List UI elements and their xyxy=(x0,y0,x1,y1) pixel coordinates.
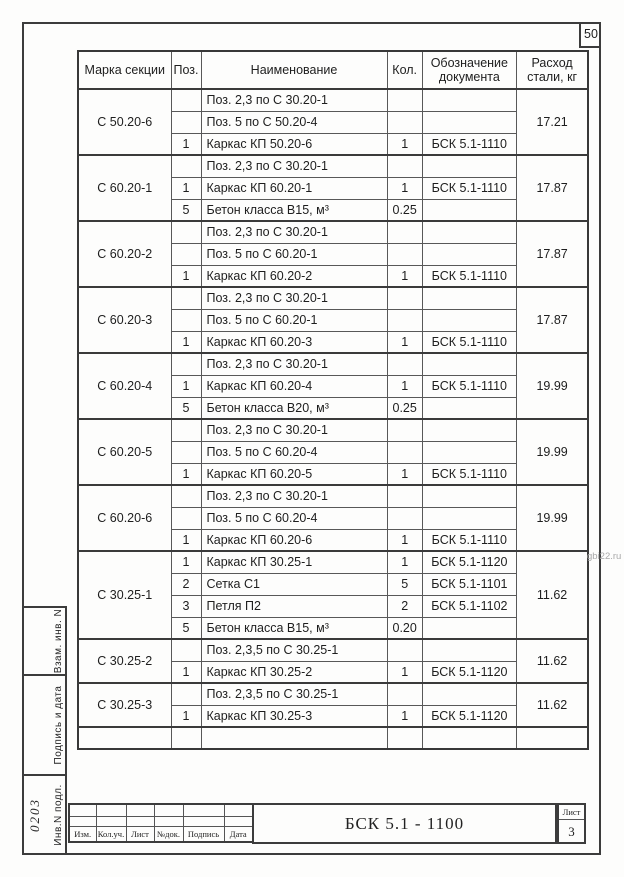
header-pos: Поз. xyxy=(171,51,201,89)
item-name-cell: Поз. 2,3 по С 30.20-1 xyxy=(201,221,387,243)
section-mark-cell: С 30.25-3 xyxy=(78,683,171,727)
quantity-cell: 1 xyxy=(387,331,422,353)
position-cell xyxy=(171,485,201,507)
document-ref-cell: БСК 5.1-1110 xyxy=(422,177,516,199)
document-ref-cell xyxy=(422,507,516,529)
watermark: gbi22.ru xyxy=(587,551,622,562)
quantity-cell xyxy=(387,111,422,133)
section-mark-cell: С 60.20-1 xyxy=(78,155,171,221)
header-doc: Обозначение документа xyxy=(422,51,516,89)
item-name-cell: Каркас КП 60.20-6 xyxy=(201,529,387,551)
item-name-cell: Поз. 2,3 по С 30.20-1 xyxy=(201,485,387,507)
table-row xyxy=(78,287,588,309)
item-name-cell: Бетон класса В15, м³ xyxy=(201,617,387,639)
item-name-cell: Поз. 2,3,5 по С 30.25-1 xyxy=(201,683,387,705)
steel-consumption-cell: 17.87 xyxy=(516,155,588,221)
item-name-cell: Каркас КП 60.20-5 xyxy=(201,463,387,485)
item-name-cell: Каркас КП 60.20-3 xyxy=(201,331,387,353)
document-ref-cell: БСК 5.1-1110 xyxy=(422,463,516,485)
document-ref-cell: БСК 5.1-1110 xyxy=(422,133,516,155)
table-row xyxy=(78,727,588,749)
section-mark-cell: С 50.20-6 xyxy=(78,89,171,155)
document-ref-cell: БСК 5.1-1101 xyxy=(422,573,516,595)
position-cell xyxy=(171,89,201,111)
sheet-number-box xyxy=(557,803,586,844)
quantity-cell: 1 xyxy=(387,463,422,485)
quantity-cell xyxy=(387,639,422,661)
document-number: БСК 5.1 - 1100 xyxy=(344,813,465,833)
item-name-cell: Бетон класса В15, м³ xyxy=(201,199,387,221)
document-ref-cell xyxy=(422,111,516,133)
item-name-cell: Поз. 5 по С 50.20-4 xyxy=(201,111,387,133)
document-ref-cell xyxy=(422,155,516,177)
document-ref-cell xyxy=(422,485,516,507)
stamp-inv-podl-label: Инв.N подл. xyxy=(53,783,64,846)
item-name-cell: Поз. 5 по С 60.20-4 xyxy=(201,507,387,529)
item-name-cell: Поз. 2,3 по С 30.20-1 xyxy=(201,419,387,441)
position-cell: 1 xyxy=(171,133,201,155)
document-ref-cell: БСК 5.1-1110 xyxy=(422,331,516,353)
item-name-cell: Бетон класса В20, м³ xyxy=(201,397,387,419)
item-name-cell: Каркас КП 50.20-6 xyxy=(201,133,387,155)
document-ref-cell: БСК 5.1-1120 xyxy=(422,661,516,683)
position-cell: 1 xyxy=(171,375,201,397)
position-cell xyxy=(171,507,201,529)
item-name-cell: Каркас КП 30.25-3 xyxy=(201,705,387,727)
document-ref-cell xyxy=(422,683,516,705)
col-podpis: Подпись xyxy=(183,826,224,842)
quantity-cell xyxy=(387,221,422,243)
position-cell xyxy=(171,221,201,243)
document-ref-cell xyxy=(422,287,516,309)
section-mark-cell: С 60.20-4 xyxy=(78,353,171,419)
quantity-cell xyxy=(387,441,422,463)
quantity-cell: 1 xyxy=(387,177,422,199)
table-row xyxy=(78,419,588,441)
inventory-number-handwriting: 0203 xyxy=(27,797,42,832)
table-row xyxy=(78,155,588,177)
position-cell xyxy=(171,683,201,705)
document-ref-cell xyxy=(422,727,516,749)
quantity-cell: 1 xyxy=(387,551,422,573)
document-ref-cell xyxy=(422,309,516,331)
document-number-box xyxy=(252,803,557,844)
section-mark-cell: С 30.25-1 xyxy=(78,551,171,639)
header-row xyxy=(78,51,588,89)
item-name-cell: Петля П2 xyxy=(201,595,387,617)
quantity-cell: 1 xyxy=(387,529,422,551)
document-ref-cell xyxy=(422,221,516,243)
document-ref-cell: БСК 5.1-1110 xyxy=(422,265,516,287)
quantity-cell xyxy=(387,243,422,265)
stamp-vzam-inv-label: Взам. инв. N xyxy=(53,608,64,674)
quantity-cell: 0.20 xyxy=(387,617,422,639)
spec-table-body xyxy=(78,89,588,749)
document-ref-cell: БСК 5.1-1110 xyxy=(422,375,516,397)
stamp-podpis-data-label: Подпись и дата xyxy=(53,685,64,765)
section-mark-cell: С 60.20-3 xyxy=(78,287,171,353)
position-cell xyxy=(171,441,201,463)
document-ref-cell: БСК 5.1-1110 xyxy=(422,529,516,551)
document-ref-cell xyxy=(422,89,516,111)
steel-consumption-cell: 11.62 xyxy=(516,683,588,727)
quantity-cell xyxy=(387,353,422,375)
item-name-cell: Поз. 5 по С 60.20-4 xyxy=(201,441,387,463)
col-izm: Изм. xyxy=(69,826,96,842)
spec-table-header xyxy=(78,51,588,89)
quantity-cell: 2 xyxy=(387,595,422,617)
item-name-cell xyxy=(201,727,387,749)
item-name-cell: Каркас КП 30.25-1 xyxy=(201,551,387,573)
position-cell: 1 xyxy=(171,661,201,683)
item-name-cell: Поз. 2,3 по С 30.20-1 xyxy=(201,353,387,375)
quantity-cell: 0.25 xyxy=(387,199,422,221)
steel-consumption-cell: 17.21 xyxy=(516,89,588,155)
position-cell: 2 xyxy=(171,573,201,595)
table-row xyxy=(78,639,588,661)
quantity-cell: 0.25 xyxy=(387,397,422,419)
quantity-cell xyxy=(387,287,422,309)
position-cell: 1 xyxy=(171,331,201,353)
document-ref-cell xyxy=(422,243,516,265)
page-number-box xyxy=(579,22,601,48)
revision-table xyxy=(68,803,254,843)
position-cell: 1 xyxy=(171,551,201,573)
stamp-podpis-data xyxy=(22,674,67,776)
col-koluch: Кол.уч. xyxy=(96,826,126,842)
header-name: Наименование xyxy=(201,51,387,89)
position-cell xyxy=(171,309,201,331)
item-name-cell: Поз. 2,3 по С 30.20-1 xyxy=(201,287,387,309)
table-row xyxy=(78,221,588,243)
page-number: 50 xyxy=(584,27,598,41)
stamp-inv-podl xyxy=(22,774,67,855)
quantity-cell: 1 xyxy=(387,375,422,397)
item-name-cell: Поз. 2,3 по С 30.20-1 xyxy=(201,89,387,111)
steel-consumption-cell: 19.99 xyxy=(516,485,588,551)
position-cell: 1 xyxy=(171,177,201,199)
item-name-cell: Поз. 2,3 по С 30.20-1 xyxy=(201,155,387,177)
quantity-cell xyxy=(387,309,422,331)
item-name-cell: Каркас КП 60.20-1 xyxy=(201,177,387,199)
col-list: Лист xyxy=(126,826,154,842)
section-mark-cell: С 60.20-5 xyxy=(78,419,171,485)
stamp-vzam-inv xyxy=(22,606,67,676)
steel-consumption-cell: 11.62 xyxy=(516,639,588,683)
position-cell xyxy=(171,111,201,133)
sheet-label: Лист xyxy=(559,805,584,820)
position-cell: 5 xyxy=(171,199,201,221)
position-cell xyxy=(171,727,201,749)
item-name-cell: Каркас КП 60.20-2 xyxy=(201,265,387,287)
steel-consumption-cell xyxy=(516,727,588,749)
quantity-cell xyxy=(387,485,422,507)
spec-table xyxy=(77,50,589,750)
document-ref-cell xyxy=(422,353,516,375)
quantity-cell: 1 xyxy=(387,705,422,727)
col-data: Дата xyxy=(224,826,253,842)
section-mark-cell: С 30.25-2 xyxy=(78,639,171,683)
quantity-cell xyxy=(387,419,422,441)
table-row xyxy=(78,683,588,705)
table-row xyxy=(78,551,588,573)
table-row xyxy=(78,89,588,111)
position-cell: 1 xyxy=(171,705,201,727)
sheet-number: 3 xyxy=(568,823,575,839)
position-cell: 5 xyxy=(171,617,201,639)
steel-consumption-cell: 19.99 xyxy=(516,353,588,419)
document-ref-cell xyxy=(422,441,516,463)
document-ref-cell xyxy=(422,199,516,221)
steel-consumption-cell: 17.87 xyxy=(516,221,588,287)
col-ndok: №док. xyxy=(154,826,183,842)
quantity-cell xyxy=(387,155,422,177)
revision-empty-row xyxy=(69,804,253,816)
section-mark-cell: С 60.20-6 xyxy=(78,485,171,551)
document-ref-cell xyxy=(422,639,516,661)
item-name-cell: Сетка С1 xyxy=(201,573,387,595)
position-cell xyxy=(171,639,201,661)
quantity-cell xyxy=(387,683,422,705)
document-ref-cell: БСК 5.1-1120 xyxy=(422,705,516,727)
document-ref-cell xyxy=(422,419,516,441)
position-cell xyxy=(171,353,201,375)
quantity-cell xyxy=(387,507,422,529)
header-mark: Марка секции xyxy=(78,51,171,89)
document-ref-cell xyxy=(422,617,516,639)
position-cell xyxy=(171,419,201,441)
revision-empty-row xyxy=(69,816,253,826)
position-cell: 3 xyxy=(171,595,201,617)
position-cell xyxy=(171,287,201,309)
document-ref-cell: БСК 5.1-1102 xyxy=(422,595,516,617)
item-name-cell: Поз. 2,3,5 по С 30.25-1 xyxy=(201,639,387,661)
document-ref-cell: БСК 5.1-1120 xyxy=(422,551,516,573)
quantity-cell: 1 xyxy=(387,265,422,287)
item-name-cell: Поз. 5 по С 60.20-1 xyxy=(201,309,387,331)
document-ref-cell xyxy=(422,397,516,419)
table-row xyxy=(78,353,588,375)
table-row xyxy=(78,485,588,507)
section-mark-cell: С 60.20-2 xyxy=(78,221,171,287)
steel-consumption-cell: 19.99 xyxy=(516,419,588,485)
quantity-cell: 1 xyxy=(387,661,422,683)
item-name-cell: Поз. 5 по С 60.20-1 xyxy=(201,243,387,265)
quantity-cell: 1 xyxy=(387,133,422,155)
revision-label-row xyxy=(69,826,253,842)
position-cell: 5 xyxy=(171,397,201,419)
header-steel: Расход стали, кг xyxy=(516,51,588,89)
position-cell: 1 xyxy=(171,463,201,485)
section-mark-cell xyxy=(78,727,171,749)
quantity-cell xyxy=(387,727,422,749)
quantity-cell xyxy=(387,89,422,111)
position-cell: 1 xyxy=(171,529,201,551)
position-cell: 1 xyxy=(171,265,201,287)
item-name-cell: Каркас КП 60.20-4 xyxy=(201,375,387,397)
header-qty: Кол. xyxy=(387,51,422,89)
steel-consumption-cell: 17.87 xyxy=(516,287,588,353)
position-cell xyxy=(171,243,201,265)
steel-consumption-cell: 11.62 xyxy=(516,551,588,639)
quantity-cell: 5 xyxy=(387,573,422,595)
item-name-cell: Каркас КП 30.25-2 xyxy=(201,661,387,683)
position-cell xyxy=(171,155,201,177)
